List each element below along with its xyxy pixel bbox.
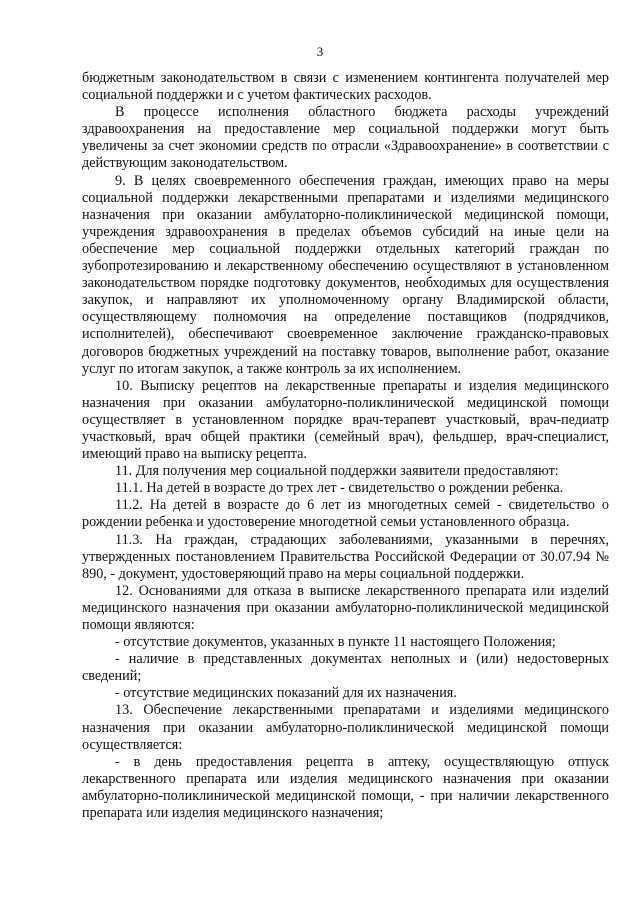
paragraph-continuation: бюджетным законодательством в связи с изменением контингента получателей мер социальной поддержки и с учетом фактических расходов. (82, 70, 609, 104)
list-item-refusal-3: - отсутствие медицинских показаний для их назначения. (115, 685, 457, 702)
list-item-refusal-1: - отсутствие документов, указанных в пункте 11 настоящего Положения; (115, 634, 556, 651)
paragraph-budget-expenses: В процессе исполнения областного бюджета расходы учреждений здравоохранения на предоставление мер социальной поддержки могут быть увеличены за счет экономии средств по отрасли «Здравоохранение» в соответствии с действующим законодательством. (82, 104, 609, 172)
document-body (82, 70, 609, 822)
paragraph-12: 12. Основаниями для отказа в выписке лекарственного препарата или изделий медицинского назначения при оказании амбулаторно-поликлинической медицинской помощи являются: (82, 582, 609, 633)
list-item-refusal-2: - наличие в представленных документах неполных и (или) недостоверных сведений; (82, 651, 609, 685)
paragraph-10: 10. Выписку рецептов на лекарственные препараты и изделия медицинского назначения при оказании амбулаторно-поликлинической медицинской помощи осуществляет в установленном порядке врач-терапевт участковый, врач-педиатр участковый, врач общей практики (семейный врач), фельдшер, врач-специалист, имеющий право на выписку рецепта. (82, 377, 609, 463)
paragraph-9: 9. В целях своевременного обеспечения граждан, имеющих право на меры социальной поддержки лекарственными препаратами и изделиями медицинского назначения при оказании амбулаторно-поликлинической медицинской помощи, учреждения здравоохранения в пределах объемов субсидий на иные цели на обеспечение мер социальной поддержки отдельных категорий граждан по зубопротезированию и лекарственному обеспечению осуществляют в установленном законодательством порядке подготовку документов, необходимых для осуществления закупок, и направляют их уполномоченному органу Владимирской области, осуществляющему полномочия на определение поставщиков (подрядчиков, исполнителей), обеспечивают своевременное заключение гражданско-правовых договоров бюджетных учреждений на поставку товаров, выполнение работ, оказание услуг по итогам закупок, а также контроль за их исполнением. (82, 172, 609, 377)
paragraph-11-3: 11.3. На граждан, страдающих заболеваниями, указанными в перечнях, утвержденных постановлением Правительства Российской Федерации от 30.07.94 № 890, - документ, удостоверяющий право на меры социальной поддержки. (82, 531, 609, 582)
paragraph-11-1: 11.1. На детей в возрасте до трех лет - свидетельство о рождении ребенка. (115, 480, 564, 497)
page-number: 3 (316, 44, 324, 59)
paragraph-11: 11. Для получения мер социальной поддержки заявители предоставляют: (115, 463, 559, 480)
list-item-supply-1: - в день предоставления рецепта в аптеку, осуществляющую отпуск лекарственного препарата или изделия медицинского назначения при оказании амбулаторно-поликлинической медицинской помощи, - при наличии лекарственного препарата или изделия медицинского назначения; (82, 753, 609, 822)
paragraph-13: 13. Обеспечение лекарственными препаратами и изделиями медицинского назначения при оказании амбулаторно-поликлинической медицинской помощи осуществляется: (82, 702, 609, 753)
paragraph-11-2: 11.2. На детей в возрасте до 6 лет из многодетных семей - свидетельство о рождении ребенка и удостоверение многодетной семьи установленного образца. (82, 497, 609, 531)
